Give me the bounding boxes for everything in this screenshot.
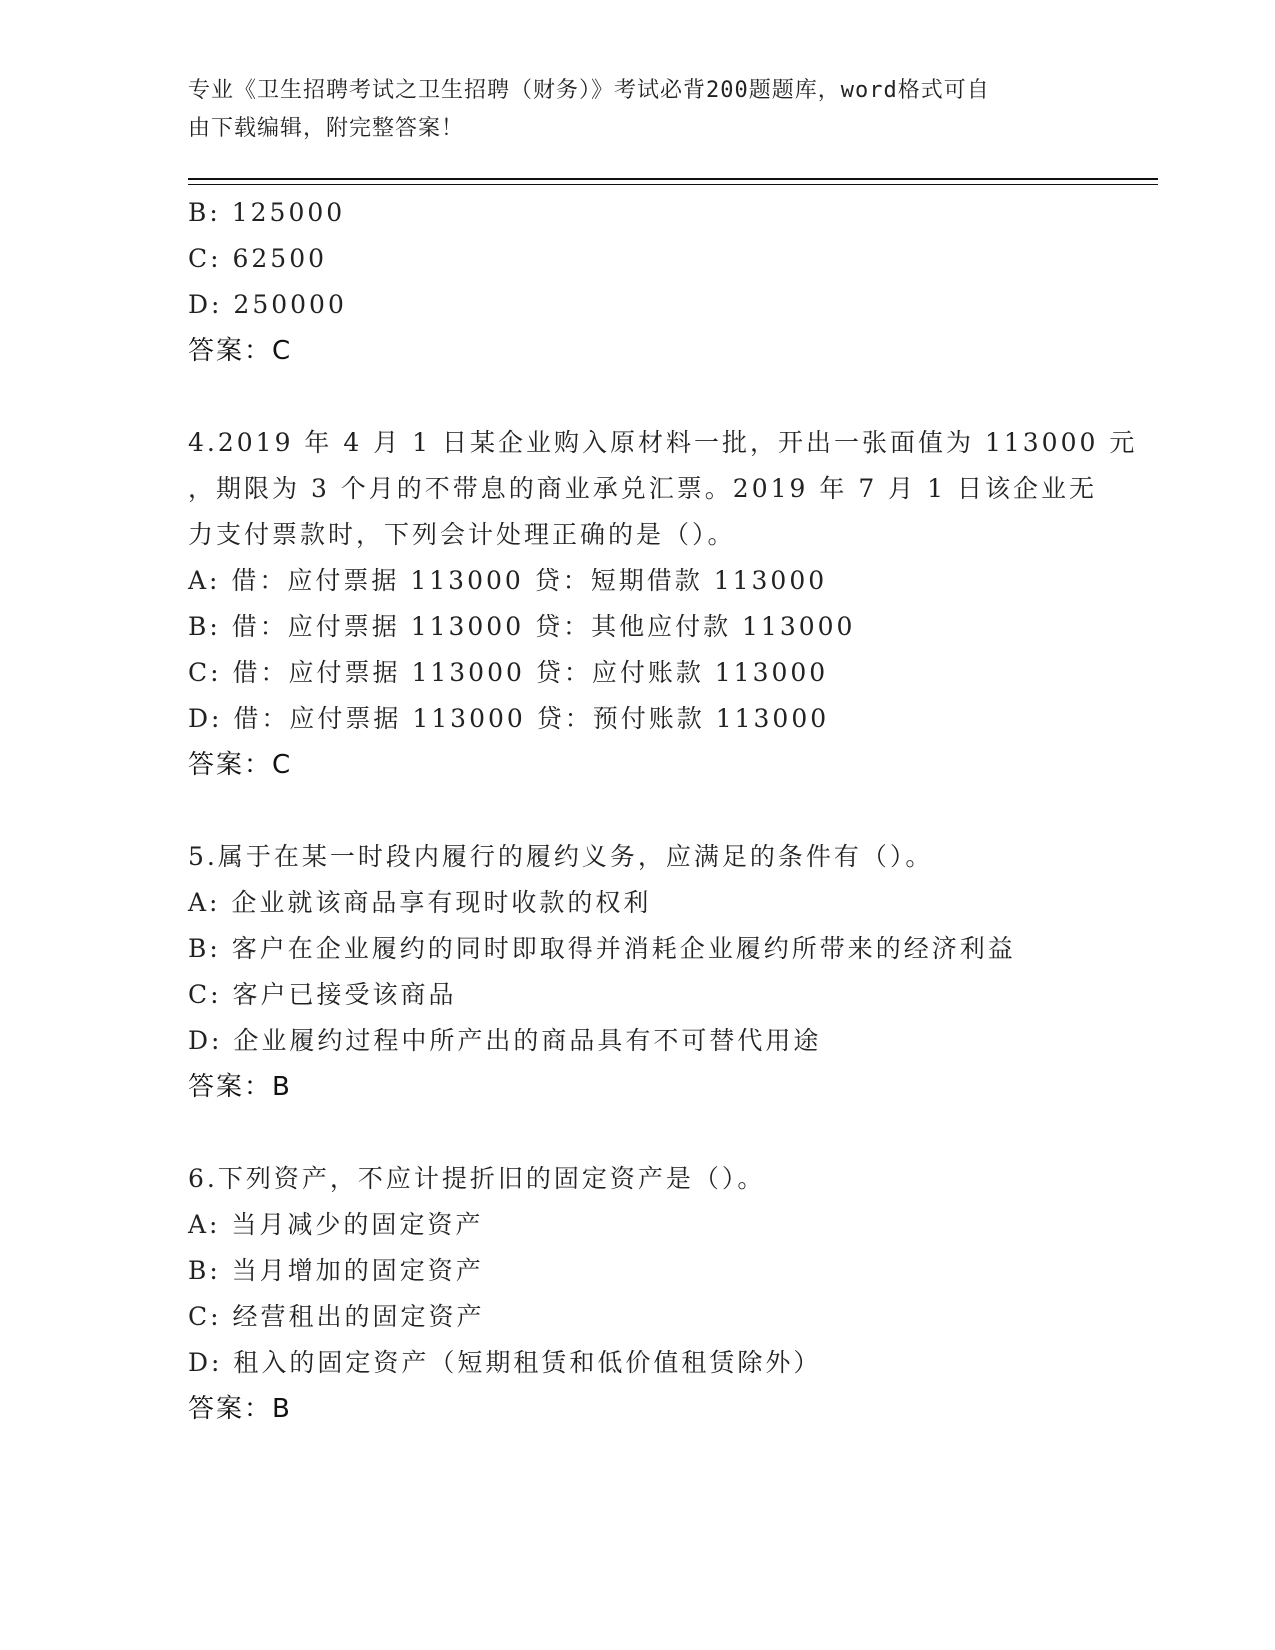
question-stem-line: 力支付票款时，下列会计处理正确的是（）。 [188,520,736,549]
header-divider-thick [188,178,1158,180]
option-c: C: 借：应付票据 113000 贷：应付账款 113000 [188,658,829,687]
answer-line: 答案：B [188,1072,292,1102]
option-d: D: 企业履约过程中所产出的商品具有不可替代用途 [188,1026,822,1055]
option-d: D: 租入的固定资产（短期租赁和低价值租赁除外） [188,1348,822,1377]
header-line-2: 由下载编辑，附完整答案！ [188,116,465,141]
question-stem-line: 5.属于在某一时段内履行的履约义务，应满足的条件有（）。 [188,842,934,871]
option-d: D: 250000 [188,290,347,319]
option-c: C: 经营租出的固定资产 [188,1302,485,1331]
option-b: B: 125000 [188,198,346,227]
question-stem-line: ，期限为 3 个月的不带息的商业承兑汇票。2019 年 7 月 1 日该企业无 [188,474,1097,503]
answer-line: 答案：C [188,336,293,366]
option-a: A: 企业就该商品享有现时收款的权利 [188,888,652,917]
option-b: B: 借：应付票据 113000 贷：其他应付款 113000 [188,612,856,641]
page-header [188,72,1068,148]
spacer [188,788,1088,834]
header-line-1: 专业《卫生招聘考试之卫生招聘（财务）》考试必背200题题库，word格式可自 [188,78,990,103]
question-stem-line: 6.下列资产，不应计提折旧的固定资产是（）。 [188,1164,766,1193]
header-divider-thin [188,184,1158,185]
spacer [188,374,1088,420]
option-b: B: 当月增加的固定资产 [188,1256,484,1285]
option-b: B: 客户在企业履约的同时即取得并消耗企业履约所带来的经济利益 [188,934,1016,963]
question-6 [188,1156,1088,1432]
question-5 [188,834,1088,1110]
option-c: C: 62500 [188,244,328,273]
spacer [188,1110,1088,1156]
answer-line: 答案：C [188,750,293,780]
option-d: D: 借：应付票据 113000 贷：预付账款 113000 [188,704,830,733]
question-list [188,190,1138,1432]
question-stem-line: 4.2019 年 4 月 1 日某企业购入原材料一批，开出一张面值为 113000 元 [188,428,1138,457]
option-a: A: 当月减少的固定资产 [188,1210,484,1239]
answer-line: 答案：B [188,1394,292,1424]
question-4 [188,420,1138,788]
question-3-tail [188,190,1088,374]
option-a: A: 借：应付票据 113000 贷：短期借款 113000 [188,566,828,595]
option-c: C: 客户已接受该商品 [188,980,457,1009]
